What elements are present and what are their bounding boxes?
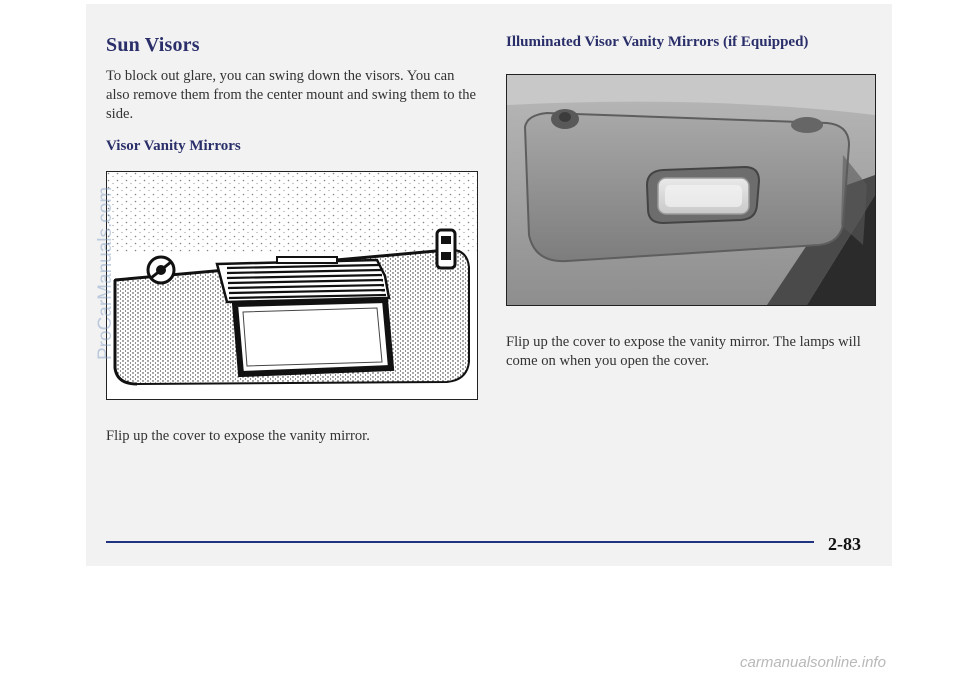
footer-rule bbox=[106, 541, 814, 543]
procarmanuals-watermark: ProCarManuals.com bbox=[95, 186, 116, 360]
section-heading-illuminated: Illuminated Visor Vanity Mirrors (if Equipped) bbox=[506, 34, 809, 50]
left-caption: Flip up the cover to expose the vanity mirror. bbox=[106, 428, 370, 444]
footer-site-watermark: carmanualsonline.info bbox=[740, 654, 886, 671]
section-heading: Sun Visors bbox=[106, 34, 200, 56]
right-column bbox=[506, 34, 876, 51]
page-number: 2-83 bbox=[828, 534, 861, 554]
subheading-visor-mirrors: Visor Vanity Mirrors bbox=[106, 138, 241, 154]
right-caption: Flip up the cover to expose the vanity mirror. The lamps will come on when you open the cover. bbox=[506, 334, 861, 369]
visor-mirror-illustration bbox=[106, 171, 478, 400]
intro-paragraph: To block out glare, you can swing down the visors. You can also remove them from the center mount and swing them to the side. bbox=[106, 68, 477, 122]
illuminated-mirror-photo bbox=[506, 74, 876, 306]
left-column bbox=[106, 34, 478, 155]
